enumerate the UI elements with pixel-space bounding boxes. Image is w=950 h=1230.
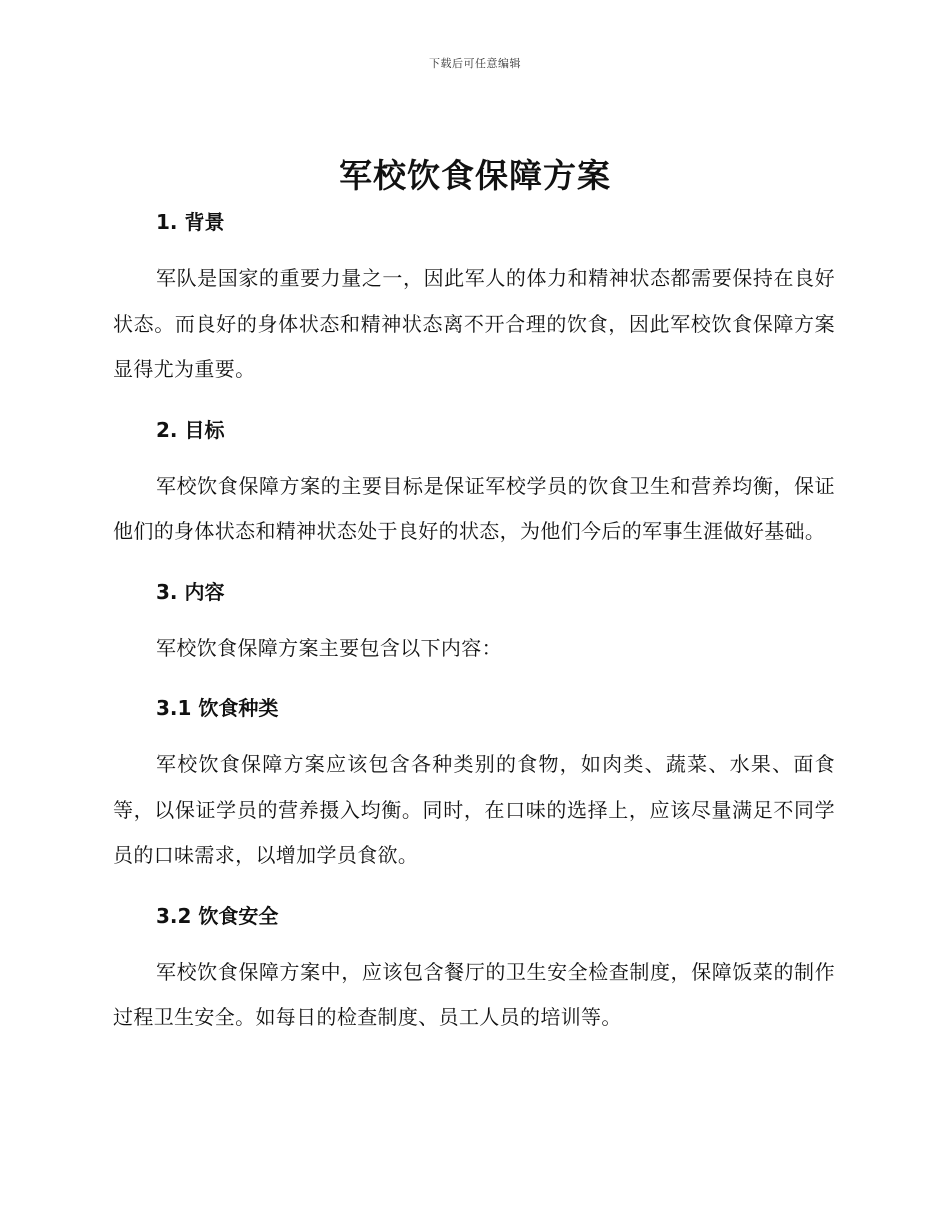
- section-heading-food-safety: 3.2 饮食安全: [156, 903, 279, 928]
- section-paragraph-background: 军队是国家的重要力量之一，因此军人的体力和精神状态都需要保持在良好状态。而良好的身体状态和精神状态离不开合理的饮食，因此军校饮食保障方案显得尤为重要。: [113, 266, 835, 381]
- section-heading-food-types: 3.1 饮食种类: [156, 696, 279, 720]
- section-heading-content: 3. 内容: [156, 579, 225, 604]
- section-paragraph-food-types: 军校饮食保障方案应该包含各种类别的食物，如肉类、蔬菜、水果、面食等，以保证学员的营养摄入均衡。同时，在口味的选择上，应该尽量满足不同学员的口味需求，以增加学员食欲。: [113, 752, 835, 867]
- section-paragraph-food-safety: 军校饮食保障方案中，应该包含餐厅的卫生安全检查制度，保障饭菜的制作过程卫生安全。如每日的检查制度、员工人员的培训等。: [113, 959, 835, 1029]
- document-title: 军校饮食保障方案: [339, 156, 611, 195]
- section-paragraph-content: 军校饮食保障方案主要包含以下内容：: [156, 635, 502, 660]
- section-heading-goal: 2. 目标: [156, 417, 225, 442]
- section-heading-background: 1. 背景: [156, 210, 225, 234]
- section-paragraph-goal: 军校饮食保障方案的主要目标是保证军校学员的饮食卫生和营养均衡，保证他们的身体状态和精神状态处于良好的状态，为他们今后的军事生涯做好基础。: [113, 473, 835, 543]
- document-body: [113, 200, 835, 1041]
- page-header: 下载后可任意编辑: [429, 57, 521, 70]
